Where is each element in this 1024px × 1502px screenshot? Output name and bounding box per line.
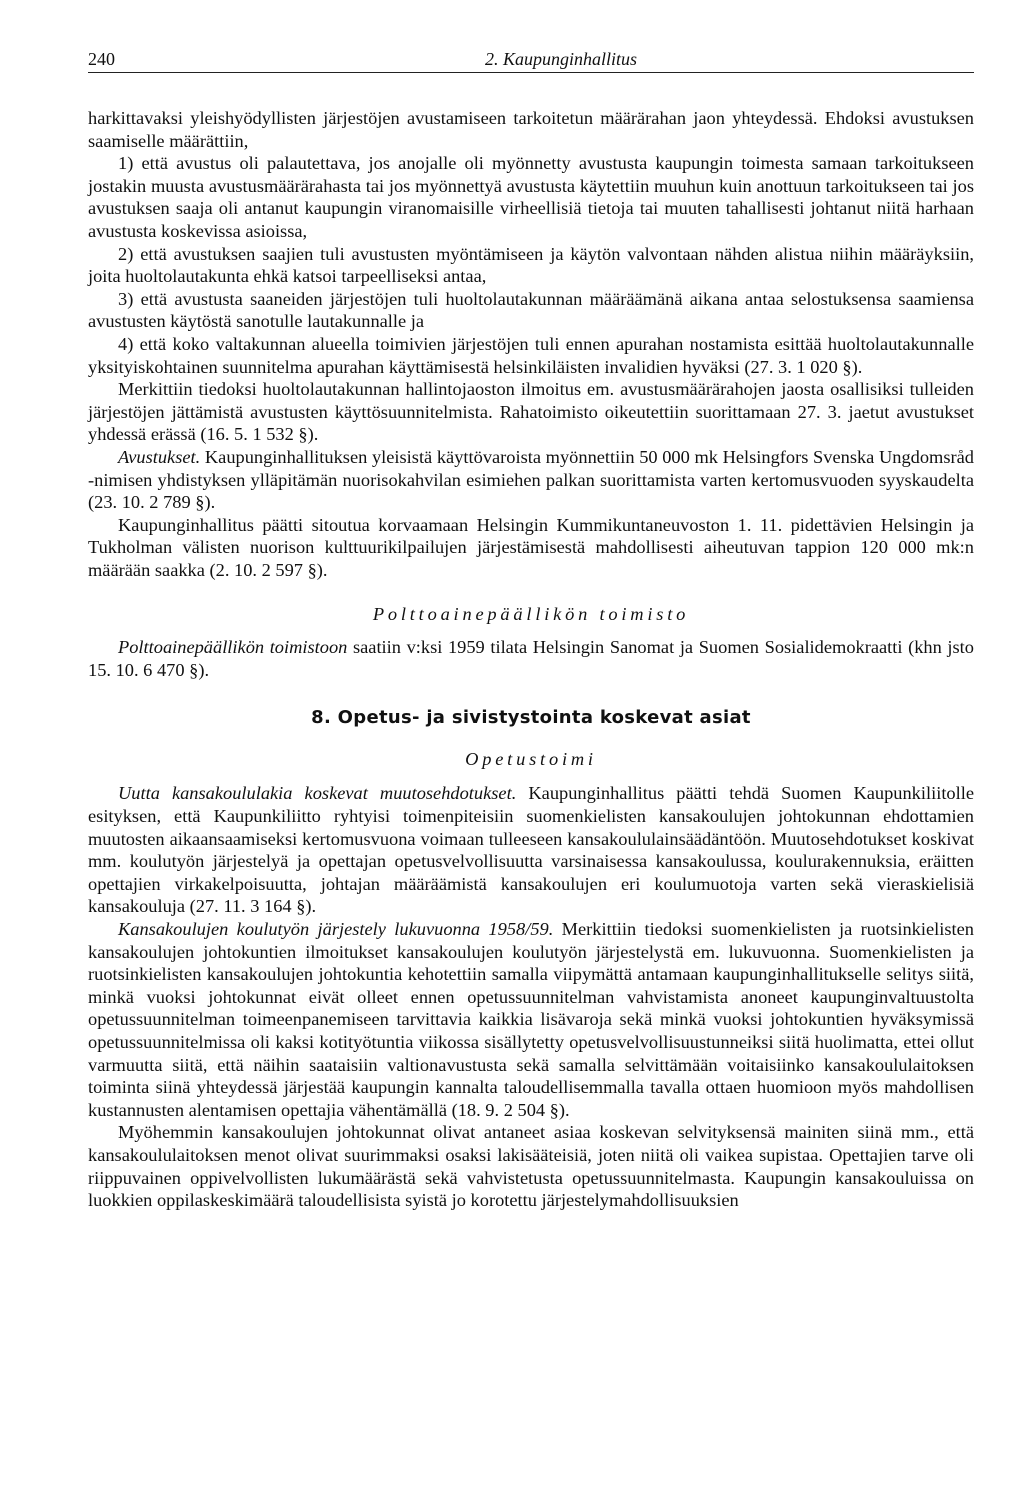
condition-2: 2) että avustuksen saajien tuli avustusten myöntämiseen ja käytön valvontaan nähden alistua niihin määräyksiin, joita huoltolautakunta ehkä katsoi tarpeelliseksi antaa, [88, 243, 974, 287]
grants-lead: Avustukset. [118, 446, 201, 467]
paragraph-intro: harkittavaksi yleishyödyllisten järjestöjen avustamiseen tarkoitetun määrärahan jaon yhteydessä. Ehdoksi avustuksen saamiselle määrättiin, [88, 108, 974, 151]
paragraph-school-law [88, 782, 974, 918]
section-heading-fuel-office: Polttoainepäällikön toimisto [372, 604, 690, 625]
school-law-text: Kaupunginhallitus päätti tehdä Suomen Kaupunkiliitolle esityksen, että Kaupunkiliitto ryhtyisi toimenpiteisiin suomenkielisten kansakoulujen johtokunnan ehdottamien muutosten aikaansaamiseksi kertomusvuona voimaan tulleeseen kansakoululainsäädäntöön. Muutosehdotukset koskivat mm. koulutyön järjestelyä ja opettajan opetusvelvollisuutta varsinaisessa kansakoulussa, koulurakennuksia, eräitten opettajien virkakelpoisuutta, johtajan määräämistä kansakoulujen eri koulumuotoja varten sekä vieraskielisiä kansakouluja (27. 11. 3 164 §). [88, 783, 974, 917]
running-head: 2. Kaupunginhallitus [484, 49, 637, 69]
paragraph-grants [88, 446, 974, 514]
paragraph-guarantee: Kaupunginhallitus päätti sitoutua korvaamaan Helsingin Kummikuntaneuvoston 1. 11. pidettävien Helsingin ja Tukholman välisten nuorison kulttuurikilpailujen järjestämisestä mahdollisesti aiheutuvan tappion 120 000 mk:n määrään saakka (2. 10. 2 597 §). [88, 514, 974, 580]
school-work-lead: Kansakoulujen koulutyön järjestely lukuvuonna 1958/59. [118, 919, 554, 939]
condition-3: 3) että avustusta saaneiden järjestöjen tuli huoltolautakunnan määräämänä aikana antaa selostuksensa saamiensa avustusten käytöstä sanotulle lautakunnalle ja [88, 288, 974, 332]
paragraph-fuel-office [88, 636, 974, 681]
page-header [88, 48, 974, 73]
grants-text: Kaupunginhallituksen yleisistä käyttövaroista myönnettiin 50 000 mk Helsingfors Svenska Ungdomsråd -nimisen yhdistyksen ylläpitämän nuorisokahvilan esimiehen palkan suorittamista varten kertomusvuoden syyskaudelta (23. 10. 2 789 §). [88, 446, 974, 513]
chapter-heading: 8. Opetus- ja sivistystointa koskevat asiat [311, 707, 751, 729]
document-page [88, 48, 974, 1212]
paragraph-school-work [88, 918, 974, 1121]
fuel-office-lead: Polttoainepäällikön toimistoon [118, 637, 348, 658]
school-law-lead: Uutta kansakoululakia koskevat muutosehdotukset. [118, 783, 517, 804]
condition-1: 1) että avustus oli palautettava, jos anojalle oli myönnetty avustusta kaupungin toimesta samaan tarkoitukseen jostakin muusta avustusmäärärahasta tai jos myönnettyä avustusta käytettiin muuhun kuin anottuun tarkoitukseen tai jos avustuksen saaja oli antanut kaupungin viranomaisille virheellisiä tietoja tai muuten tahallisesti johtanut niitä harhaan avustusta koskevissa asioissa, [88, 153, 974, 241]
paragraph-notification: Merkittiin tiedoksi huoltolautakunnan hallintojaoston ilmoitus em. avustusmäärärahojen jaosta osallisiksi tulleiden järjestöjen jättämistä avustusten käyttösuunnitelmista. Rahatoimisto oikeutettiin suorittamaan 27. 3. jaetut avustukset yhdessä erässä (16. 5. 1 532 §). [88, 379, 974, 445]
paragraph-later-report: Myöhemmin kansakoulujen johtokunnat olivat antaneet asiaa koskevan selvityksensä mainiten siinä mm., että kansakoululaitoksen menot olivat suurimmaksi osaksi lakisääteisiä, joten niitä oli vaikea supistaa. Opettajien tarve oli riippuvainen oppivelvollisten lukumäärästä sekä vahvistetusta opetussuunnitelmasta. Kaupungin kansakouluissa on luokkien oppilaskeskimäärä taloudellisista syistä jo korotettu järjestelymahdollisuuksien [88, 1122, 974, 1211]
running-head-wrap [88, 48, 974, 71]
condition-4: 4) että koko valtakunnan alueella toimivien järjestöjen tuli ennen apurahan nostamista esittää huoltolautakunnalle yksityiskohtainen suunnitelma apurahan käyttämisestä helsinkiläisten invalidien hyväksi (27. 3. 1 020 §). [88, 333, 974, 377]
section-heading-education: Opetustoimi [465, 748, 597, 769]
fuel-office-text: saatiin v:ksi 1959 tilata Helsingin Sanomat ja Suomen Sosialidemokraatti (khn jsto 15. 10. 6 470 §). [88, 637, 974, 680]
page-number: 240 [88, 49, 115, 69]
school-work-text: Merkittiin tiedoksi suomenkielisten ja ruotsinkielisten kansakoulujen johtokuntien ilmoitukset kansakoulujen koulutyön järjestelystä em. lukuvuonna. Suomenkielisten ja ruotsinkielisten kansakoulujen johtokuntia kehotettiin samalla viipymättä antamaan kaupunginhallitukselle selitys siitä, minkä vuoksi johtokunnat eivät olleet ennen opetussuunnitelman vahvistamista anoneet kaupunginvaltuustolta opetussuunnitelman toimeenpanemiseen tarvittavia kaikkia lisävaroja sekä minkä vuoksi johtokuntien hyväksymissä opetussuunnitelmissa oli kaksi kotityötuntia viikossa sisällytetty opetusvelvollisuustunneiksi siitä huolimatta, ettei ollut varmuutta siitä, että näihin saataisiin valtionavustusta sekä samalla selvittämään voitaisiinko kansakoululaitoksen toiminta siinä yhteydessä järjestää kaupungin kannalta taloudellisemmalla tavalla ottaen huomioon myös mahdollisen kustannusten alentamisen opettajia vähentämällä (18. 9. 2 504 §). [88, 919, 974, 1120]
